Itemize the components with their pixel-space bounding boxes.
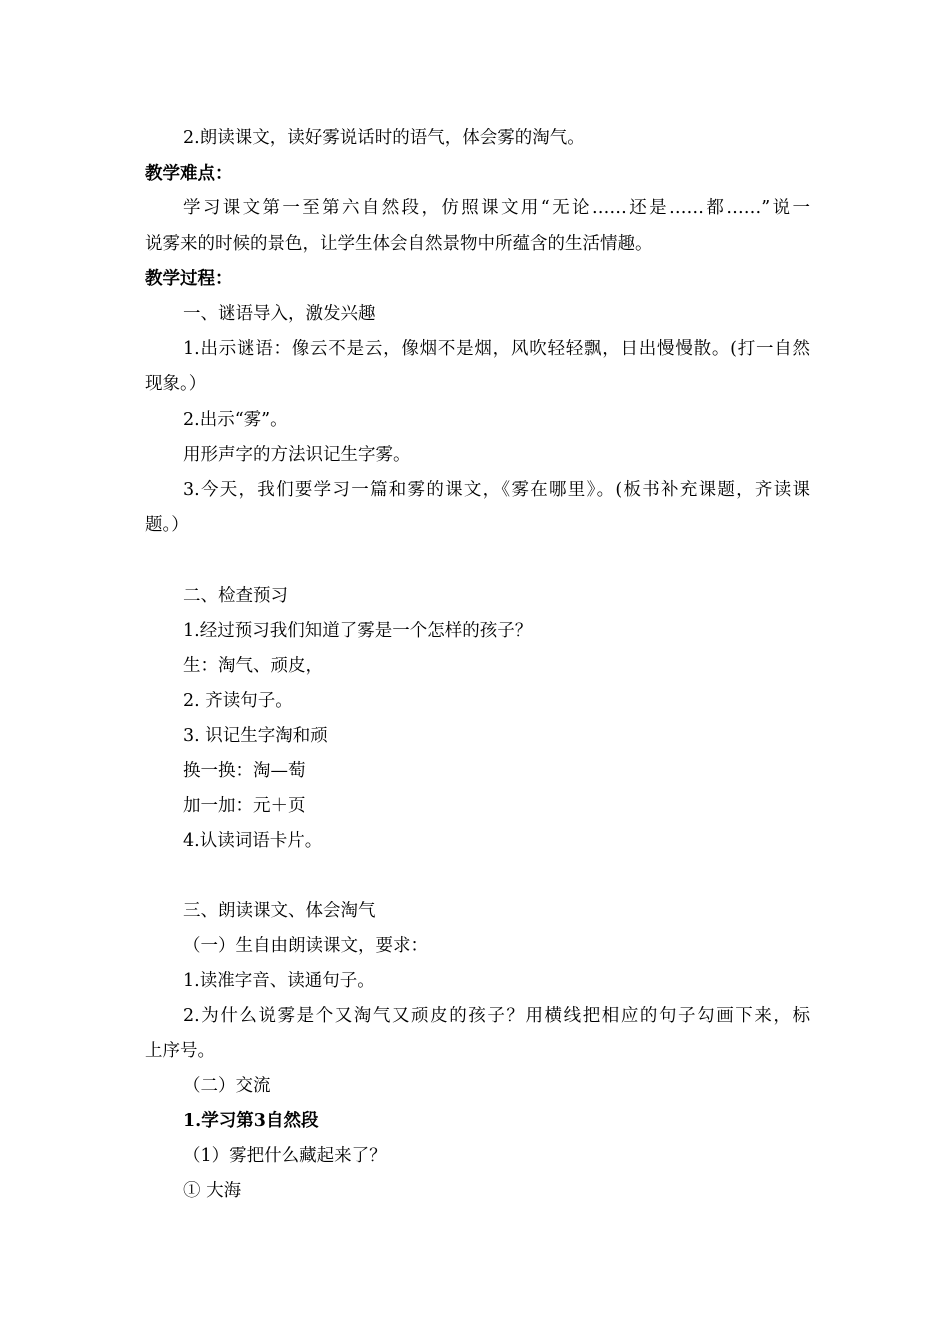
riddle-line-2: 现象。） — [145, 374, 207, 394]
requirement-2-line-2: 上序号。 — [145, 1041, 215, 1061]
difficulty-text-line-1: 学习课文第一至第六自然段，仿照课文用“无论……还是……都……”说一 — [183, 198, 810, 218]
step-lesson-intro-line-1: 3.今天，我们要学习一篇和雾的课文，《雾在哪里》。(板书补充课题，齐读课 — [183, 480, 810, 500]
word-cards: 4.认读词语卡片。 — [183, 831, 323, 851]
preview-question: 1.经过预习我们知道了雾是一个怎样的孩子？ — [183, 621, 533, 641]
objective-2: 2.朗读课文，读好雾说话时的语气，体会雾的淘气。 — [183, 128, 585, 148]
answer-sea: ① 大海 — [183, 1181, 242, 1201]
subsection-exchange: （二）交流 — [183, 1076, 271, 1096]
section-3-title: 三、朗读课文、体会淘气 — [183, 901, 376, 921]
subsection-free-reading: （一）生自由朗读课文，要求： — [183, 936, 428, 956]
question-hidden-things: （1）雾把什么藏起来了？ — [183, 1146, 387, 1166]
step-lesson-intro-line-2: 题。） — [145, 515, 189, 535]
requirement-1: 1.读准字音、读通句子。 — [183, 971, 375, 991]
study-paragraph-3: 1.学习第3自然段 — [183, 1111, 319, 1131]
swap-radical: 换一换：淘—萄 — [183, 761, 306, 781]
step-phonetic-method: 用形声字的方法识记生字雾。 — [183, 445, 411, 465]
difficulty-text-line-2: 说雾来的时候的景色，让学生体会自然景物中所蕴含的生活情趣。 — [145, 234, 653, 254]
student-answer: 生：淘气、顽皮， — [183, 656, 323, 676]
learn-characters: 3. 识记生字淘和顽 — [183, 726, 328, 746]
heading-difficulty: 教学难点： — [145, 164, 233, 184]
section-1-title: 一、谜语导入，激发兴趣 — [183, 304, 376, 324]
requirement-2-line-1: 2.为什么说雾是个又淘气又顽皮的孩子？用横线把相应的句子勾画下来，标 — [183, 1006, 810, 1026]
riddle-line-1: 1.出示谜语：像云不是云，像烟不是烟，风吹轻轻飘，日出慢慢散。(打一自然 — [183, 339, 810, 359]
read-sentences: 2. 齐读句子。 — [183, 691, 293, 711]
heading-process: 教学过程： — [145, 269, 233, 289]
step-show-character: 2.出示“雾”。 — [183, 410, 288, 430]
section-2-title: 二、检查预习 — [183, 586, 288, 606]
add-radical: 加一加：元＋页 — [183, 796, 306, 816]
